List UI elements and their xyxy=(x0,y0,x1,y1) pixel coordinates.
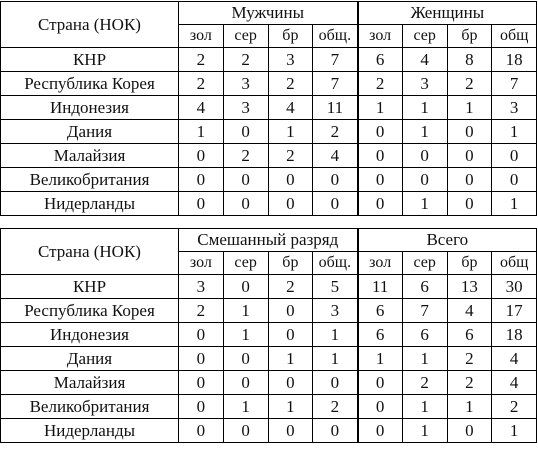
medal-count: 4 xyxy=(492,347,537,371)
medal-count: 4 xyxy=(268,96,313,120)
medal-count: 0 xyxy=(223,168,268,192)
medal-count: 1 xyxy=(223,395,268,419)
medal-type-header: бр xyxy=(447,25,492,48)
medal-type-header: сер xyxy=(223,252,268,275)
table-row xyxy=(1,120,537,144)
medal-count: 2 xyxy=(268,144,313,168)
medal-count: 1 xyxy=(492,120,537,144)
medal-count: 0 xyxy=(179,419,224,443)
medal-type-header: общ. xyxy=(313,252,358,275)
medal-count: 18 xyxy=(492,323,537,347)
medal-count: 1 xyxy=(268,120,313,144)
medal-count: 6 xyxy=(402,275,447,299)
medal-count: 0 xyxy=(268,371,313,395)
medal-count: 0 xyxy=(223,275,268,299)
medal-count: 0 xyxy=(179,371,224,395)
medal-type-header: зол xyxy=(358,252,403,275)
medal-count: 1 xyxy=(402,395,447,419)
medal-count: 2 xyxy=(179,72,224,96)
medal-count: 3 xyxy=(402,72,447,96)
medal-count: 2 xyxy=(223,48,268,72)
medal-count: 2 xyxy=(268,275,313,299)
medal-count: 7 xyxy=(402,299,447,323)
medal-count: 0 xyxy=(268,168,313,192)
medal-count: 4 xyxy=(179,96,224,120)
table-row xyxy=(1,395,537,419)
medal-type-header: сер xyxy=(402,252,447,275)
medal-count: 0 xyxy=(402,168,447,192)
medal-type-header: бр xyxy=(268,25,313,48)
medal-count: 2 xyxy=(223,144,268,168)
country-name: Дания xyxy=(1,120,179,144)
medal-count: 13 xyxy=(447,275,492,299)
medal-count: 30 xyxy=(492,275,537,299)
medal-count: 2 xyxy=(447,347,492,371)
medal-count: 0 xyxy=(268,299,313,323)
medal-count: 2 xyxy=(447,72,492,96)
country-name: Великобритания xyxy=(1,168,179,192)
medal-count: 1 xyxy=(402,419,447,443)
table-row xyxy=(1,168,537,192)
medal-count: 0 xyxy=(313,168,358,192)
country-name: Нидерланды xyxy=(1,419,179,443)
country-name: Великобритания xyxy=(1,395,179,419)
country-name: Малайзия xyxy=(1,371,179,395)
medal-table-2 xyxy=(0,228,537,443)
medal-type-header: зол xyxy=(358,25,403,48)
medal-count: 7 xyxy=(313,72,358,96)
table-row xyxy=(1,48,537,72)
medal-count: 1 xyxy=(402,347,447,371)
medal-count: 0 xyxy=(179,395,224,419)
medal-type-header: сер xyxy=(223,25,268,48)
medal-count: 1 xyxy=(447,395,492,419)
medal-count: 1 xyxy=(179,120,224,144)
medal-count: 3 xyxy=(313,299,358,323)
medal-count: 0 xyxy=(358,192,403,216)
group-header: Смешанный разряд xyxy=(179,229,358,252)
medal-count: 3 xyxy=(179,275,224,299)
medal-count: 0 xyxy=(179,168,224,192)
medal-count: 7 xyxy=(492,72,537,96)
medal-count: 0 xyxy=(313,419,358,443)
medal-count: 6 xyxy=(358,48,403,72)
medal-count: 4 xyxy=(492,371,537,395)
medal-count: 0 xyxy=(179,323,224,347)
medal-count: 0 xyxy=(447,192,492,216)
medal-count: 7 xyxy=(313,48,358,72)
country-name: Малайзия xyxy=(1,144,179,168)
medal-count: 11 xyxy=(358,275,403,299)
group-header: Мужчины xyxy=(179,2,358,25)
medal-count: 6 xyxy=(358,299,403,323)
medal-count: 3 xyxy=(223,96,268,120)
medal-count: 1 xyxy=(492,192,537,216)
medal-count: 1 xyxy=(268,347,313,371)
medal-count: 5 xyxy=(313,275,358,299)
medal-count: 4 xyxy=(402,48,447,72)
country-name: КНР xyxy=(1,48,179,72)
medal-type-header: сер xyxy=(402,25,447,48)
medal-count: 1 xyxy=(268,395,313,419)
table-row xyxy=(1,419,537,443)
medal-count: 0 xyxy=(447,144,492,168)
medal-count: 8 xyxy=(447,48,492,72)
country-name: Дания xyxy=(1,347,179,371)
medal-count: 0 xyxy=(223,192,268,216)
group-header: Женщины xyxy=(358,2,537,25)
table-row xyxy=(1,275,537,299)
medal-count: 0 xyxy=(223,419,268,443)
medal-type-header: бр xyxy=(268,252,313,275)
medal-count: 2 xyxy=(447,371,492,395)
medal-type-header: зол xyxy=(179,252,224,275)
medal-count: 0 xyxy=(358,419,403,443)
table-row xyxy=(1,192,537,216)
medal-count: 0 xyxy=(358,371,403,395)
medal-count: 1 xyxy=(402,192,447,216)
medal-count: 2 xyxy=(492,395,537,419)
medal-count: 2 xyxy=(358,72,403,96)
medal-count: 2 xyxy=(402,371,447,395)
medal-count: 0 xyxy=(358,395,403,419)
table-row xyxy=(1,72,537,96)
table-row xyxy=(1,299,537,323)
medal-count: 0 xyxy=(268,192,313,216)
medal-count: 1 xyxy=(358,347,403,371)
medal-count: 2 xyxy=(313,395,358,419)
medal-count: 0 xyxy=(358,144,403,168)
medal-count: 0 xyxy=(402,144,447,168)
medal-count: 4 xyxy=(313,144,358,168)
medal-count: 3 xyxy=(268,48,313,72)
group-header: Всего xyxy=(358,229,537,252)
group-header-row xyxy=(1,2,537,25)
medal-count: 0 xyxy=(179,144,224,168)
medal-count: 2 xyxy=(313,120,358,144)
medal-count: 4 xyxy=(447,299,492,323)
medal-count: 0 xyxy=(313,192,358,216)
table-row xyxy=(1,347,537,371)
medal-count: 0 xyxy=(223,347,268,371)
medal-count: 0 xyxy=(358,168,403,192)
medal-count: 0 xyxy=(179,347,224,371)
medal-count: 0 xyxy=(268,323,313,347)
medal-count: 11 xyxy=(313,96,358,120)
country-name: Республика Корея xyxy=(1,72,179,96)
country-name: Индонезия xyxy=(1,96,179,120)
medal-count: 6 xyxy=(358,323,403,347)
medal-type-header: общ. xyxy=(313,25,358,48)
group-header-row xyxy=(1,229,537,252)
medal-type-header: зол xyxy=(179,25,224,48)
medal-count: 2 xyxy=(179,48,224,72)
medal-count: 1 xyxy=(447,96,492,120)
medal-count: 0 xyxy=(358,120,403,144)
medal-type-header: общ xyxy=(492,25,537,48)
medal-count: 0 xyxy=(447,419,492,443)
medal-type-header: общ xyxy=(492,252,537,275)
medal-count: 1 xyxy=(313,323,358,347)
medal-count: 0 xyxy=(492,168,537,192)
medal-count: 17 xyxy=(492,299,537,323)
medal-count: 0 xyxy=(313,371,358,395)
table-row xyxy=(1,323,537,347)
medal-count: 3 xyxy=(223,72,268,96)
table-row xyxy=(1,371,537,395)
country-column-header: Страна (НОК) xyxy=(1,2,179,48)
medal-count: 18 xyxy=(492,48,537,72)
country-name: Индонезия xyxy=(1,323,179,347)
medal-count: 2 xyxy=(268,72,313,96)
medal-count: 1 xyxy=(223,299,268,323)
table-row xyxy=(1,96,537,120)
medal-count: 1 xyxy=(313,347,358,371)
medal-count: 6 xyxy=(402,323,447,347)
medal-count: 3 xyxy=(492,96,537,120)
medal-type-header: бр xyxy=(447,252,492,275)
medal-count: 1 xyxy=(492,419,537,443)
medal-table-1 xyxy=(0,1,537,216)
country-name: КНР xyxy=(1,275,179,299)
medal-count: 0 xyxy=(447,120,492,144)
country-name: Нидерланды xyxy=(1,192,179,216)
medal-count: 1 xyxy=(402,96,447,120)
medal-count: 0 xyxy=(179,192,224,216)
medal-count: 0 xyxy=(447,168,492,192)
country-column-header: Страна (НОК) xyxy=(1,229,179,275)
medal-count: 6 xyxy=(447,323,492,347)
medal-count: 1 xyxy=(358,96,403,120)
medal-count: 0 xyxy=(268,419,313,443)
medal-count: 1 xyxy=(402,120,447,144)
medal-count: 2 xyxy=(179,299,224,323)
medal-count: 0 xyxy=(223,371,268,395)
medal-count: 0 xyxy=(223,120,268,144)
medal-count: 1 xyxy=(223,323,268,347)
country-name: Республика Корея xyxy=(1,299,179,323)
medal-count: 0 xyxy=(492,144,537,168)
table-row xyxy=(1,144,537,168)
